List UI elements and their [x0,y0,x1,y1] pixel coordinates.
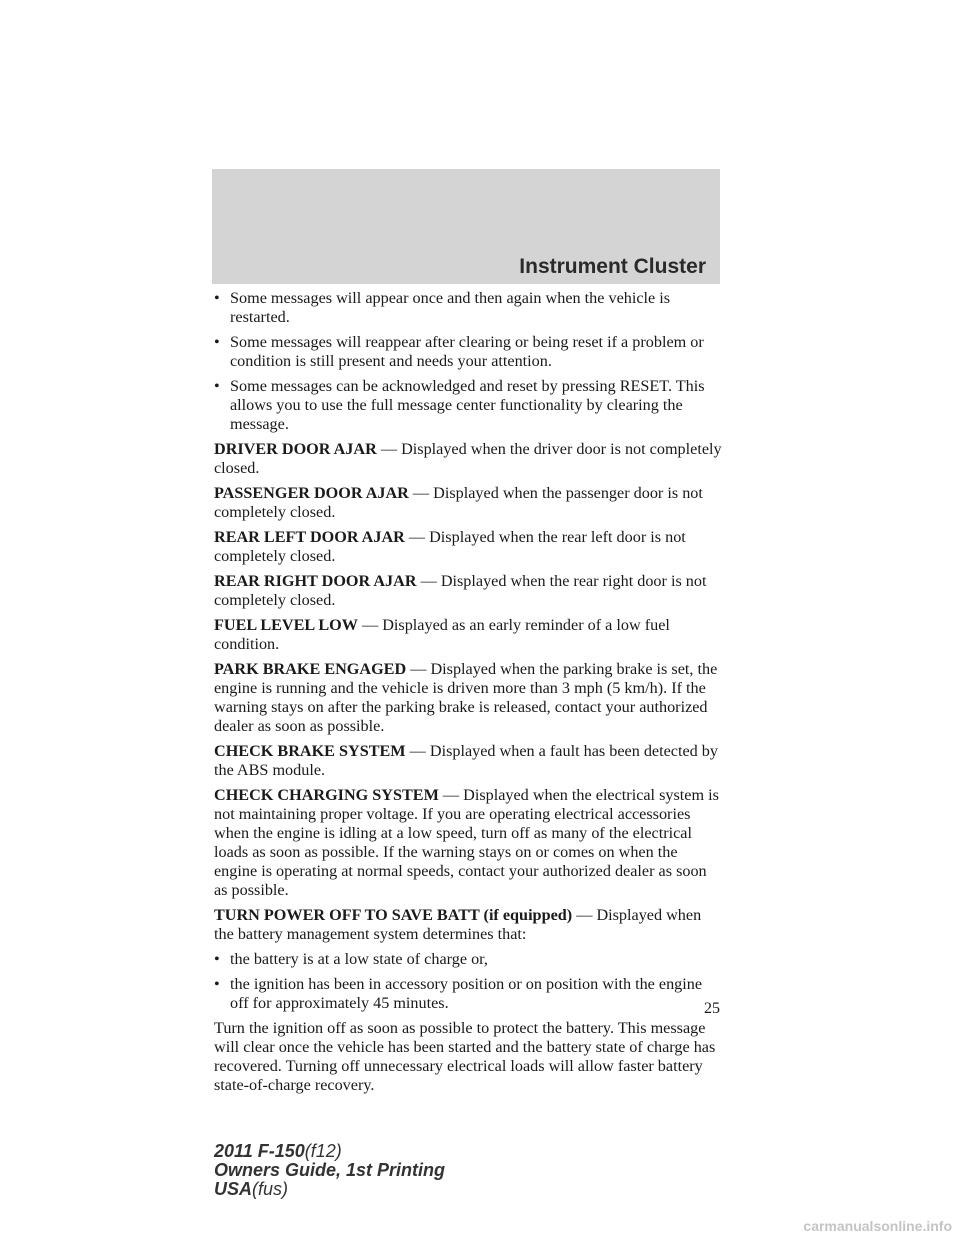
message-entry [214,906,722,944]
message-description: — Displayed when the rear left door is not completely closed. [214,528,686,565]
footer-market: USA [214,1179,253,1199]
message-entry [214,660,722,736]
section-title: Instrument Cluster [519,255,706,278]
bullet-text: Some messages will appear once and then again when the vehicle is restarted. [230,289,671,326]
bullet-icon: • [214,289,220,307]
bullet-icon: • [214,333,220,351]
bullet-text: Some messages can be acknowledged and reset by pressing RESET. This allows you to use the full message center functionality by clearing the message. [230,377,705,433]
bullet-icon: • [214,377,220,395]
message-description: — Displayed when the rear right door is not completely closed. [214,572,707,609]
footer-model: 2011 F-150 [214,1141,305,1161]
message-term: DRIVER DOOR AJAR [214,440,377,458]
message-term: CHECK BRAKE SYSTEM [214,742,406,760]
bullet-item [214,333,722,371]
footer-market-code: (fus) [252,1179,289,1199]
message-description: — Displayed when the driver door is not completely closed. [214,440,722,477]
message-term: CHECK CHARGING SYSTEM [214,786,439,804]
bullet-item [214,377,722,434]
footer-line [214,1161,445,1180]
page-content [214,289,722,1101]
footer-line [214,1142,445,1161]
bullet-item [214,289,722,327]
message-entry [214,440,722,478]
section-header-band [212,169,720,284]
message-term: FUEL LEVEL LOW [214,616,358,634]
watermark: carmanualsonline.info [803,1218,952,1234]
message-description: — Displayed when the parking brake is set, the engine is running and the vehicle is driven more than 3 mph (5 km/h). If the warning stays on after the parking brake is released, contact your authorized dealer as soon as possible. [214,660,718,735]
message-entry [214,786,722,900]
bullet-text: Some messages will reappear after clearing or being reset if a problem or condition is still present and needs your attention. [230,333,704,370]
print-footer [214,1142,445,1199]
bullet-item [214,950,722,969]
message-description: — Displayed when a fault has been detected by the ABS module. [214,742,718,779]
footer-code: (f12) [304,1141,342,1161]
message-term: REAR LEFT DOOR AJAR [214,528,405,546]
footer-edition: Owners Guide, 1st Printing [214,1160,446,1180]
bullet-text: the ignition has been in accessory position or on position with the engine off for approximately 45 minutes. [230,975,703,1012]
message-entry [214,742,722,780]
bullet-item [214,975,722,1013]
message-term: TURN POWER OFF TO SAVE BATT (if equipped) [214,906,573,924]
bullet-icon: • [214,950,220,968]
message-entry [214,616,722,654]
message-entry [214,484,722,522]
message-term: PASSENGER DOOR AJAR [214,484,409,502]
closing-paragraph: Turn the ignition off as soon as possible to protect the battery. This message will clear once the vehicle has been started and the battery state of charge has recovered. Turning off unnecessary electrical loads will allow faster battery state-of-charge recovery. [214,1019,716,1094]
message-description: — Displayed when the electrical system is not maintaining proper voltage. If you are operating electrical accessories when the engine is idling at a low speed, turn off as many of the electrical loads as soon as possible. If the warning stays on or comes on when the engine is operating at normal speeds, contact your authorized dealer as soon as possible. [214,786,719,899]
bullet-text: the battery is at a low state of charge or, [230,950,488,968]
message-entry [214,572,722,610]
message-description: — Displayed when the battery management system determines that: [214,906,702,943]
page-number: 25 [704,1000,720,1017]
footer-line [214,1180,445,1199]
message-term: REAR RIGHT DOOR AJAR [214,572,417,590]
bullet-icon: • [214,975,220,993]
message-term: PARK BRAKE ENGAGED [214,660,407,678]
message-entry [214,528,722,566]
message-description: — Displayed when the passenger door is not completely closed. [214,484,703,521]
message-description: — Displayed as an early reminder of a low fuel condition. [214,616,670,653]
